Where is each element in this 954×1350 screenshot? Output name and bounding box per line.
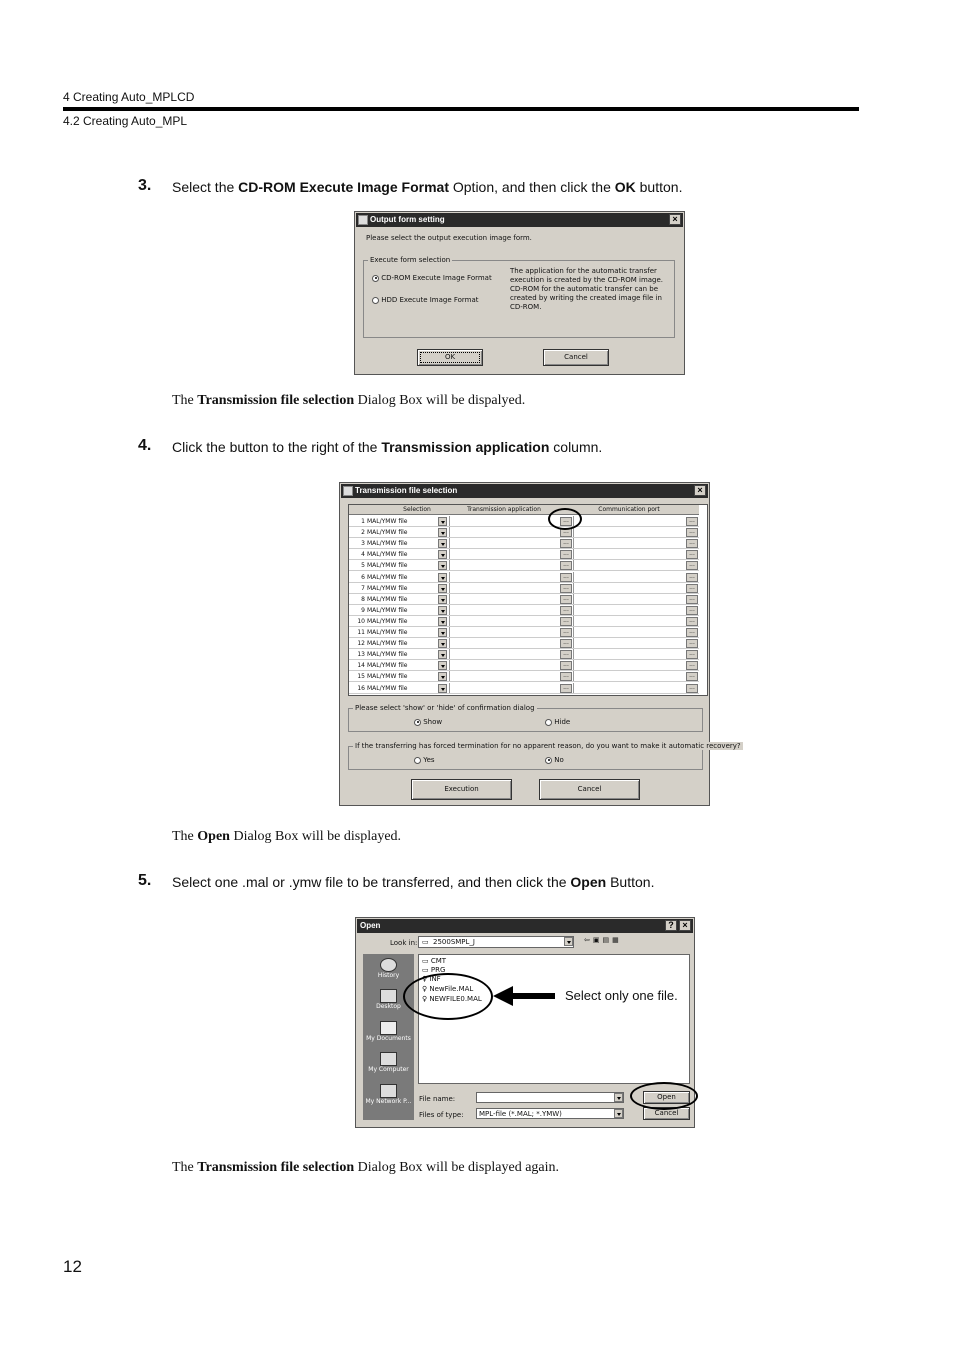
chevron-down-icon[interactable] (438, 639, 447, 648)
application-browse-button[interactable]: ... (560, 672, 572, 681)
row-number: 1 (361, 518, 365, 525)
option-description: The application for the automatic transfer execution is created by the CD-ROM image. CD-ROM for the automatic transfer can be created by writing the created image file in CD-ROM. (510, 267, 664, 311)
file-icon: ♀ (422, 975, 428, 983)
files-of-type-select[interactable] (476, 1108, 624, 1119)
port-cell (573, 616, 685, 626)
highlight-circle-ellipsis (548, 508, 582, 530)
application-cell (449, 516, 559, 526)
file-item-prg[interactable]: ▭ PRG (422, 966, 446, 974)
table-row (349, 671, 699, 682)
port-cell (573, 671, 685, 681)
cdrom-option[interactable]: CD-ROM Execute Image Format (372, 274, 492, 282)
table-row (349, 627, 699, 638)
selection-dropdown[interactable]: MAL/YMW file (367, 540, 408, 548)
open-button[interactable]: Open (643, 1091, 690, 1104)
port-cell (573, 516, 685, 526)
port-browse-button[interactable]: ... (686, 628, 698, 637)
chevron-down-icon[interactable] (438, 617, 447, 626)
port-cell (573, 649, 685, 659)
table-row (349, 638, 699, 649)
radio-selected-icon[interactable] (545, 757, 552, 764)
header-rule (63, 107, 859, 111)
chevron-down-icon[interactable] (614, 1093, 623, 1102)
row-number: 15 (357, 673, 365, 681)
file-icon: ♀ (422, 985, 428, 993)
execution-button[interactable]: Execution (411, 779, 512, 800)
selection-dropdown[interactable]: MAL/YMW file (367, 684, 408, 692)
selection-dropdown[interactable]: MAL/YMW file (367, 662, 408, 670)
app-icon (358, 215, 368, 225)
show-option[interactable]: Show (414, 718, 442, 726)
radio-empty-icon[interactable] (414, 757, 421, 764)
port-cell (573, 549, 685, 559)
application-browse-button[interactable]: ... (560, 550, 572, 559)
ok-button[interactable]: OK (417, 349, 483, 366)
table-row (349, 616, 699, 627)
port-cell (573, 594, 685, 604)
step-3-text: Select the CD-ROM Execute Image Format Option, and then click the OK button. (172, 179, 683, 195)
radio-selected-icon[interactable] (372, 275, 379, 282)
callout-arrow-icon (493, 985, 555, 1007)
application-browse-button[interactable]: ... (560, 661, 572, 670)
port-cell (573, 527, 685, 537)
file-name-input[interactable] (476, 1092, 624, 1103)
application-cell (449, 649, 559, 659)
port-cell (573, 583, 685, 593)
chevron-down-icon[interactable] (438, 650, 447, 659)
port-browse-button[interactable]: ... (686, 561, 698, 570)
chevron-down-icon[interactable] (438, 661, 447, 670)
selection-dropdown[interactable]: MAL/YMW file (367, 518, 408, 525)
back-icon[interactable]: ⇦ (584, 936, 593, 944)
table-row (349, 594, 699, 605)
chevron-down-icon[interactable] (438, 628, 447, 637)
no-option[interactable]: No (545, 756, 564, 764)
cancel-button[interactable]: Cancel (643, 1107, 690, 1120)
chevron-down-icon[interactable] (438, 606, 447, 615)
application-cell (449, 627, 559, 637)
transmission-titlebar: Transmission file selection × (341, 484, 708, 498)
place-history[interactable]: History (363, 958, 414, 979)
col-selection-header: Selection (403, 506, 431, 513)
step-4-number: 4. (138, 437, 152, 454)
file-item-newfile[interactable]: ♀ NewFile.MAL (422, 985, 474, 993)
application-cell (449, 527, 559, 537)
execute-form-group-label: Execute form selection (370, 256, 451, 264)
row-number: 2 (361, 529, 365, 537)
row-number: 16 (357, 684, 365, 692)
application-cell (449, 671, 559, 681)
files-of-type-label: Files of type: (419, 1111, 464, 1119)
file-item-cmt[interactable]: ▭ CMT (422, 957, 447, 965)
section-header: 4.2 Creating Auto_MPL (63, 114, 188, 128)
chevron-down-icon[interactable] (438, 584, 447, 593)
radio-selected-icon[interactable] (414, 719, 421, 726)
application-browse-button[interactable]: ... (560, 528, 572, 537)
port-browse-button[interactable]: ... (686, 539, 698, 548)
port-browse-button[interactable]: ... (686, 650, 698, 659)
output-form-prompt: Please select the output execution image form. (366, 234, 532, 242)
file-item-inf[interactable]: ♀ INF (422, 975, 441, 983)
row-number: 7 (361, 584, 365, 592)
execute-form-group (363, 256, 675, 338)
table-row (349, 538, 699, 549)
folder-icon: ▭ (422, 957, 429, 965)
documents-icon (380, 1021, 397, 1035)
selection-dropdown[interactable]: MAL/YMW file (367, 584, 408, 592)
row-number: 14 (357, 662, 365, 670)
row-number: 11 (357, 629, 365, 636)
chevron-down-icon[interactable] (438, 595, 447, 604)
table-row (349, 583, 699, 594)
close-icon[interactable]: × (679, 920, 691, 931)
chevron-down-icon[interactable] (438, 684, 447, 693)
chevron-down-icon[interactable] (614, 1109, 623, 1118)
chevron-down-icon[interactable] (438, 517, 447, 526)
highlight-circle-files (403, 973, 493, 1020)
file-item-newfile0[interactable]: ♀ NEWFILE0.MAL (422, 995, 482, 1003)
row-number: 3 (361, 540, 365, 548)
file-icon: ♀ (422, 995, 428, 1003)
port-browse-button[interactable]: ... (686, 584, 698, 593)
application-browse-button[interactable]: ... (560, 584, 572, 593)
table-row (349, 660, 699, 671)
step-5-number: 5. (138, 872, 152, 889)
selection-dropdown[interactable]: MAL/YMW file (367, 551, 408, 559)
folder-icon: ▭ (422, 938, 429, 946)
help-icon[interactable]: ? (665, 920, 677, 931)
open-titlebar: Open ? × (357, 919, 693, 933)
note-1: The Transmission file selection Dialog Box will be dispalyed. (172, 393, 526, 408)
table-row (349, 683, 699, 694)
port-cell (573, 660, 685, 670)
chevron-down-icon[interactable] (438, 539, 447, 548)
hide-option[interactable]: Hide (545, 718, 570, 726)
radio-empty-icon[interactable] (372, 297, 379, 304)
table-row (349, 560, 699, 571)
port-browse-button[interactable]: ... (686, 517, 698, 526)
confirm-group-label: Please select 'show' or 'hide' of confirmation dialog (355, 704, 535, 712)
step-4-text: Click the button to the right of the Transmission application column. (172, 439, 603, 455)
port-cell (573, 605, 685, 615)
file-name-label: File name: (419, 1095, 456, 1103)
row-number: 9 (361, 606, 365, 614)
chevron-down-icon[interactable] (438, 573, 447, 582)
port-browse-button[interactable]: ... (686, 639, 698, 648)
new-folder-icon[interactable]: ▤ (602, 936, 613, 944)
port-browse-button[interactable]: ... (686, 617, 698, 626)
row-number: 13 (357, 651, 365, 659)
history-icon (380, 958, 397, 972)
table-row (349, 649, 699, 660)
port-browse-button[interactable]: ... (686, 573, 698, 582)
look-in-label: Look in: (390, 939, 418, 947)
files-of-type-value: MPL-file (*.MAL; *.YMW) (479, 1110, 562, 1118)
selection-dropdown[interactable]: MAL/YMW file (367, 673, 408, 681)
application-cell (449, 638, 559, 648)
application-cell (449, 538, 559, 548)
chevron-down-icon[interactable] (438, 528, 447, 537)
application-browse-button[interactable]: ... (560, 539, 572, 548)
application-cell (449, 594, 559, 604)
output-form-titlebar: Output form setting × (356, 213, 683, 227)
recovery-group (348, 742, 741, 770)
application-browse-button[interactable]: ... (560, 684, 572, 693)
table-row (349, 527, 699, 538)
application-browse-button[interactable]: ... (560, 628, 572, 637)
port-cell (573, 627, 685, 637)
selection-dropdown[interactable]: MAL/YMW file (367, 617, 408, 625)
selection-dropdown[interactable]: MAL/YMW file (367, 651, 408, 659)
application-cell (449, 683, 559, 693)
step-5-text: Select one .mal or .ymw file to be transferred, and then click the Open Button. (172, 874, 655, 890)
port-cell (573, 572, 685, 582)
row-number: 10 (357, 617, 365, 625)
selection-dropdown[interactable]: MAL/YMW file (367, 562, 408, 570)
radio-empty-icon[interactable] (545, 719, 552, 726)
up-folder-icon[interactable]: ▣ (592, 936, 603, 944)
row-number: 12 (357, 640, 365, 648)
row-number: 5 (361, 562, 365, 570)
cancel-button[interactable]: Cancel (539, 779, 640, 800)
port-browse-button[interactable]: ... (686, 661, 698, 670)
chevron-down-icon[interactable] (438, 561, 447, 570)
folder-icon: ▭ (422, 966, 429, 974)
selection-dropdown[interactable]: MAL/YMW file (367, 640, 408, 648)
application-browse-button[interactable]: ... (560, 639, 572, 648)
view-menu-icon[interactable]: ▦ (612, 936, 622, 944)
row-number: 6 (361, 573, 365, 581)
application-cell (449, 572, 559, 582)
highlight-circle-open (630, 1082, 698, 1110)
table-row (349, 605, 699, 616)
application-browse-button[interactable]: ... (560, 573, 572, 582)
row-number: 4 (361, 551, 365, 559)
cancel-button[interactable]: Cancel (543, 349, 609, 366)
port-cell (573, 538, 685, 548)
application-browse-button[interactable]: ... (560, 617, 572, 626)
table-row (349, 516, 699, 527)
port-browse-button[interactable]: ... (686, 528, 698, 537)
selection-dropdown[interactable]: MAL/YMW file (367, 606, 408, 614)
note-3: The Transmission file selection Dialog Box will be displayed again. (172, 1160, 560, 1175)
application-browse-button[interactable]: ... (560, 650, 572, 659)
callout-text: Select only one file. (565, 988, 678, 1003)
place-my-network[interactable]: My Network P... (363, 1084, 414, 1105)
selection-dropdown[interactable]: MAL/YMW file (367, 595, 408, 603)
output-form-dialog (354, 211, 685, 375)
application-cell (449, 605, 559, 615)
chevron-down-icon[interactable] (438, 672, 447, 681)
selection-dropdown[interactable]: MAL/YMW file (367, 573, 408, 581)
look-in-dropdown[interactable] (418, 936, 574, 948)
selection-dropdown[interactable]: MAL/YMW file (367, 629, 408, 636)
desktop-icon (380, 989, 397, 1003)
application-browse-button[interactable]: ... (560, 561, 572, 570)
port-cell (573, 683, 685, 693)
page-number: 12 (63, 1257, 82, 1276)
chevron-down-icon[interactable] (438, 550, 447, 559)
chapter-header: 4 Creating Auto_MPLCD (63, 90, 195, 104)
chevron-down-icon[interactable] (564, 937, 573, 946)
row-number: 8 (361, 595, 365, 603)
port-browse-button[interactable]: ... (686, 550, 698, 559)
application-browse-button[interactable]: ... (560, 517, 572, 526)
application-cell (449, 549, 559, 559)
computer-icon (380, 1052, 397, 1066)
toolbar-icons[interactable] (584, 936, 622, 944)
app-icon (343, 486, 353, 496)
note-2: The Open Dialog Box will be displayed. (172, 829, 402, 844)
col-application-header: Transmission application (467, 506, 541, 513)
step-3-number: 3. (138, 177, 152, 194)
port-cell (573, 638, 685, 648)
look-in-value: 2500SMPL_J (433, 938, 475, 946)
close-icon[interactable]: × (694, 485, 706, 496)
table-row (349, 572, 699, 583)
recovery-group-label: If the transferring has forced termination for no apparent reason, do you want to make it automatic recovery? (355, 742, 741, 750)
port-cell (573, 560, 685, 570)
application-cell (449, 583, 559, 593)
close-icon[interactable]: × (669, 214, 681, 225)
application-cell (449, 560, 559, 570)
col-port-header: Communication port (598, 506, 660, 513)
confirm-dialog-group (348, 704, 703, 732)
transmission-grid (348, 504, 708, 696)
selection-dropdown[interactable]: MAL/YMW file (367, 529, 408, 537)
place-my-computer[interactable]: My Computer (363, 1052, 414, 1073)
port-browse-button[interactable]: ... (686, 684, 698, 693)
port-browse-button[interactable]: ... (686, 595, 698, 604)
hdd-option[interactable]: HDD Execute Image Format (372, 296, 479, 304)
port-browse-button[interactable]: ... (686, 606, 698, 615)
places-bar (363, 954, 414, 1120)
place-desktop[interactable]: Desktop (363, 989, 414, 1010)
application-browse-button[interactable]: ... (560, 606, 572, 615)
network-icon (380, 1084, 397, 1098)
transmission-dialog (339, 482, 741, 806)
place-my-documents[interactable]: My Documents (363, 1021, 414, 1042)
application-cell (449, 660, 559, 670)
port-browse-button[interactable]: ... (686, 672, 698, 681)
table-row (349, 549, 699, 560)
application-browse-button[interactable]: ... (560, 595, 572, 604)
application-cell (449, 616, 559, 626)
yes-option[interactable]: Yes (414, 756, 435, 764)
